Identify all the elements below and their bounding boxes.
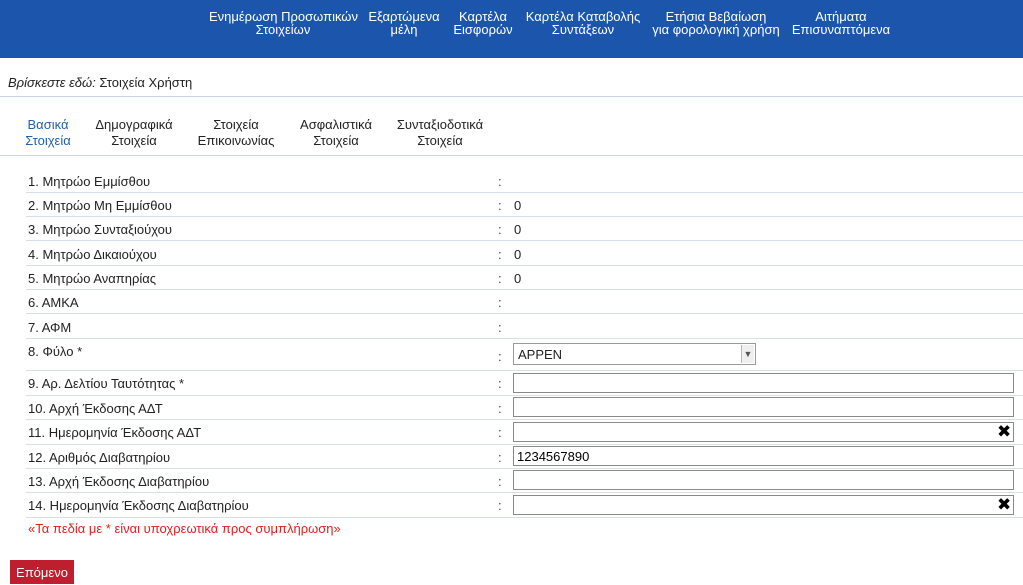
required-fields-note: «Τα πεδία με * είναι υποχρεωτικά προς συμπλήρωση» bbox=[28, 521, 341, 536]
field-row bbox=[26, 314, 1023, 339]
field-label: 10. Αρχή Έκδοσης ΑΔΤ bbox=[28, 401, 163, 416]
id-issue-date-input[interactable] bbox=[513, 422, 1014, 442]
field-label: 9. Αρ. Δελτίου Ταυτότητας * bbox=[28, 376, 185, 391]
field-separator: : bbox=[498, 474, 502, 489]
nav-contributions[interactable] bbox=[450, 10, 516, 36]
nav-dependents[interactable] bbox=[366, 10, 442, 36]
chevron-down-icon[interactable]: ▼ bbox=[741, 345, 754, 363]
id-issuing-authority-input[interactable] bbox=[513, 397, 1014, 417]
field-label: 8. Φύλο * bbox=[28, 344, 83, 359]
top-nav bbox=[0, 0, 1023, 58]
field-separator: : bbox=[498, 450, 502, 465]
gender-select-value: ΑΡΡΕΝ bbox=[518, 347, 563, 362]
field-row bbox=[26, 493, 1023, 518]
tab-basic-info[interactable] bbox=[20, 117, 76, 149]
nav-pension-payments[interactable] bbox=[524, 10, 642, 36]
tab-label-line: Συνταξιοδοτικά bbox=[396, 117, 484, 132]
next-button[interactable]: Επόμενο bbox=[10, 560, 74, 584]
field-row bbox=[26, 339, 1023, 371]
field-label: 14. Ημερομηνία Έκδοσης Διαβατηρίου bbox=[28, 498, 249, 513]
tab-insurance[interactable] bbox=[294, 117, 378, 149]
field-row bbox=[26, 266, 1023, 290]
tab-label-line: Στοιχεία bbox=[417, 133, 463, 148]
field-row bbox=[26, 217, 1023, 241]
nav-label-line: Ενημέρωση Προσωπικών bbox=[209, 9, 358, 24]
field-row bbox=[26, 396, 1023, 420]
field-label: 7. ΑΦΜ bbox=[28, 320, 72, 335]
nav-label-line: Στοιχείων bbox=[255, 22, 311, 37]
tab-label-line: Στοιχεία bbox=[213, 117, 259, 132]
field-row bbox=[26, 469, 1023, 493]
nav-label-line: Επισυναπτόμενα bbox=[791, 22, 891, 37]
tab-label-line: Στοιχεία bbox=[111, 133, 157, 148]
id-card-number-input[interactable] bbox=[513, 373, 1014, 393]
divider bbox=[0, 96, 1023, 97]
nav-label-line: Καρτέλα Καταβολής bbox=[525, 9, 641, 24]
field-label: 12. Αριθμός Διαβατηρίου bbox=[28, 450, 171, 465]
field-value: 0 bbox=[514, 198, 522, 213]
tab-pension[interactable] bbox=[392, 117, 488, 149]
field-label: 4. Μητρώο Δικαιούχου bbox=[28, 247, 157, 262]
nav-personal-info[interactable] bbox=[209, 10, 357, 36]
field-value: 0 bbox=[514, 222, 522, 237]
nav-label-line: Αιτήματα bbox=[815, 9, 867, 24]
field-separator: : bbox=[498, 174, 502, 189]
field-separator: : bbox=[498, 222, 502, 237]
field-separator: : bbox=[498, 271, 502, 286]
field-label: 1. Μητρώο Εμμίσθου bbox=[28, 174, 151, 189]
nav-label-line: Καρτέλα bbox=[459, 9, 507, 24]
field-row bbox=[26, 241, 1023, 266]
nav-label-line: Εξαρτώμενα bbox=[368, 9, 440, 24]
field-separator: : bbox=[498, 376, 502, 391]
tab-label-line: Στοιχεία bbox=[313, 133, 359, 148]
field-value: 0 bbox=[514, 271, 522, 286]
divider bbox=[0, 155, 1023, 156]
field-separator: : bbox=[498, 401, 502, 416]
gender-select[interactable] bbox=[513, 343, 756, 365]
nav-label-line: για φορολογική χρήση bbox=[652, 22, 780, 37]
field-label: 2. Μητρώο Μη Εμμίσθου bbox=[28, 198, 172, 213]
field-separator: : bbox=[498, 198, 502, 213]
nav-label-line: Εισφορών bbox=[453, 22, 513, 37]
field-label: 11. Ημερομηνία Έκδοσης ΑΔΤ bbox=[28, 425, 202, 440]
nav-label-line: μέλη bbox=[390, 22, 418, 37]
passport-number-input[interactable] bbox=[513, 446, 1014, 466]
nav-requests[interactable] bbox=[790, 10, 892, 36]
field-separator: : bbox=[498, 498, 502, 513]
field-row bbox=[26, 420, 1023, 445]
field-label: 3. Μητρώο Συνταξιούχου bbox=[28, 222, 173, 237]
field-row bbox=[26, 193, 1023, 217]
tab-label-line: Στοιχεία bbox=[25, 133, 71, 148]
passport-issuing-authority-input[interactable] bbox=[513, 470, 1014, 490]
field-row bbox=[26, 445, 1023, 469]
close-icon[interactable]: ✖ bbox=[997, 495, 1012, 514]
field-row bbox=[26, 371, 1023, 396]
nav-label-line: Συντάξεων bbox=[551, 22, 615, 37]
tab-label-line: Δημογραφικά bbox=[95, 117, 173, 132]
field-separator: : bbox=[498, 247, 502, 262]
field-label: 5. Μητρώο Αναπηρίας bbox=[28, 271, 157, 286]
tab-demographics[interactable] bbox=[92, 117, 176, 149]
passport-issue-date-input[interactable] bbox=[513, 495, 1014, 515]
nav-tax-certificate[interactable] bbox=[650, 10, 782, 36]
tab-label-line: Ασφαλιστικά bbox=[300, 117, 372, 132]
tab-label-line: Επικοινωνίας bbox=[197, 133, 275, 148]
field-separator: : bbox=[498, 349, 502, 364]
field-label: 13. Αρχή Έκδοσης Διαβατηρίου bbox=[28, 474, 210, 489]
field-separator: : bbox=[498, 425, 502, 440]
tab-contact[interactable] bbox=[192, 117, 280, 149]
tab-label-line: Βασικά bbox=[27, 117, 69, 132]
field-label: 6. ΑΜΚΑ bbox=[28, 295, 79, 310]
field-row bbox=[26, 290, 1023, 314]
breadcrumb-prefix: Βρίσκεστε εδώ: bbox=[8, 75, 96, 90]
field-separator: : bbox=[498, 320, 502, 335]
breadcrumb bbox=[8, 75, 192, 90]
field-row bbox=[26, 169, 1023, 193]
nav-label-line: Ετήσια Βεβαίωση bbox=[665, 9, 767, 24]
close-icon[interactable]: ✖ bbox=[997, 422, 1012, 441]
field-separator: : bbox=[498, 295, 502, 310]
field-value: 0 bbox=[514, 247, 522, 262]
breadcrumb-current: Στοιχεία Χρήστη bbox=[99, 75, 193, 90]
